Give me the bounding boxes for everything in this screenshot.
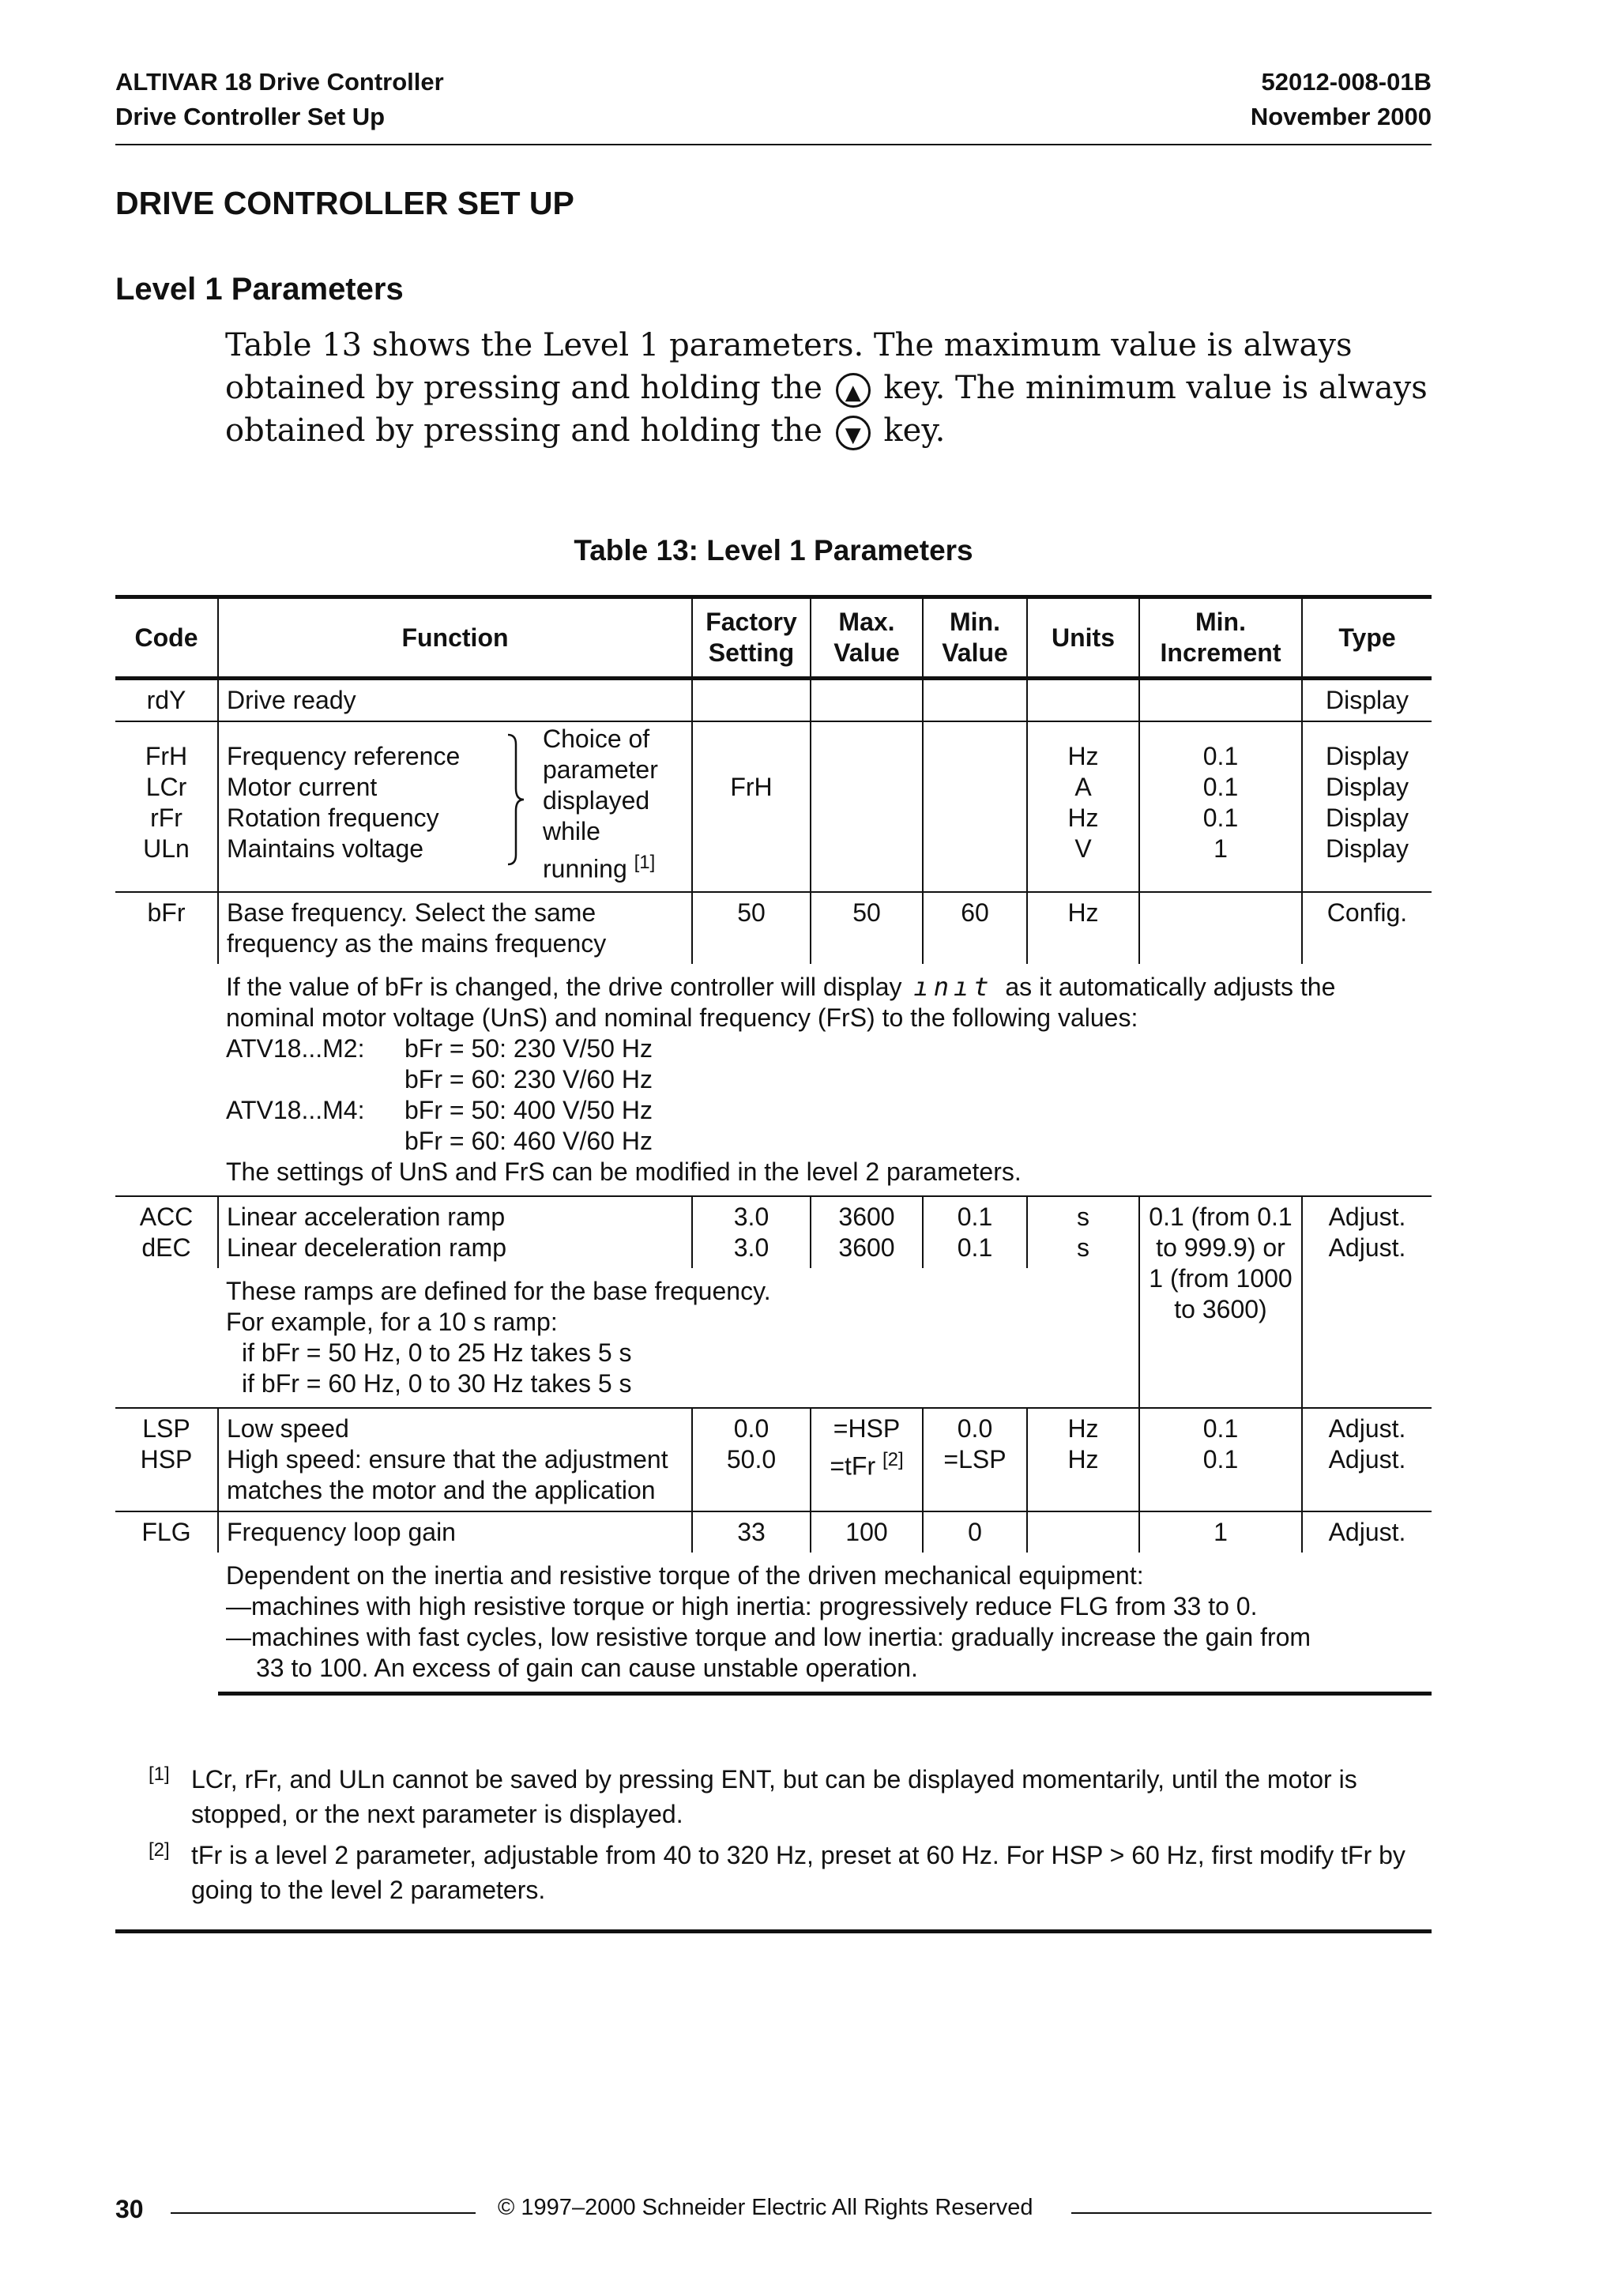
cell-factory [692, 1408, 811, 1511]
cell-type: Adjust. [1302, 1511, 1432, 1553]
unit-value: V [1074, 834, 1092, 863]
table-row-flg [115, 1511, 1432, 1553]
cell-code: rdY [146, 686, 186, 714]
cell-codes [115, 1408, 218, 1511]
function-item: Low speed [227, 1414, 349, 1443]
cell-functions [218, 721, 692, 892]
cell-max [811, 1196, 923, 1268]
col-header-function: Function [218, 597, 692, 679]
table-row-display-group [115, 721, 1432, 892]
cell-codes [115, 721, 218, 892]
unit-value: Hz [1067, 1414, 1099, 1443]
intro-text-1: Table 13 shows the Level 1 parameters. The maximum value is always obtained by pressing and holding the [225, 327, 1353, 406]
unit-value: A [1074, 773, 1092, 801]
cell-min [923, 1408, 1027, 1511]
header-doc-number: 52012-008-01B [1261, 68, 1432, 96]
type-value: Display [1326, 834, 1409, 863]
unit-value: Hz [1067, 1445, 1099, 1474]
increment-line: to 3600) [1174, 1295, 1267, 1323]
note-line: if bFr = 60 Hz, 0 to 30 Hz takes 5 s [242, 1369, 632, 1398]
unit-value: s [1077, 1233, 1089, 1262]
table-caption: Table 13: Level 1 Parameters [574, 534, 973, 566]
choice-note [543, 724, 658, 885]
intro-paragraph [225, 324, 1442, 452]
init-display-readout: ınıt [913, 972, 994, 1002]
function-item: Linear acceleration ramp [227, 1203, 506, 1231]
subsection-title: Level 1 Parameters [115, 272, 404, 307]
max-value: 3600 [838, 1203, 895, 1231]
cell-max [811, 1408, 923, 1511]
cell-max: 100 [811, 1511, 923, 1553]
cell-units: Hz [1027, 892, 1139, 964]
running-header-right [1251, 65, 1432, 134]
cell-increment: 1 [1139, 1511, 1302, 1553]
unit-value: s [1077, 1203, 1089, 1231]
cell-min: 60 [923, 892, 1027, 964]
footer-rule-right [1071, 2212, 1432, 2214]
increment-value: 0.1 [1202, 742, 1239, 770]
cell-min: 0 [923, 1511, 1027, 1553]
cell-units [1027, 721, 1139, 892]
header-subtitle: Drive Controller Set Up [115, 103, 386, 130]
col-header-increment: Min. Increment [1139, 597, 1302, 679]
cell-min [923, 1196, 1027, 1268]
increment-value: 0.1 [1202, 773, 1239, 801]
note-line: —machines with high resistive torque or high inertia: progressively reduce FLG from 33 to 0. [226, 1592, 1258, 1620]
factory-value: 3.0 [733, 1233, 769, 1262]
cell-units [1027, 1196, 1139, 1268]
flg-note [218, 1553, 1432, 1694]
header-divider [115, 144, 1432, 145]
increment-line: to 999.9) or [1156, 1233, 1285, 1262]
code-rfr: rFr [150, 804, 182, 832]
footnote-ref: [2] [882, 1449, 904, 1470]
code-dec: dEC [141, 1233, 191, 1262]
col-header-min: Min. Value [923, 597, 1027, 679]
cell-function: Frequency loop gain [218, 1511, 692, 1553]
down-arrow-key-icon: ▼ [836, 416, 871, 450]
unit-value: Hz [1067, 742, 1099, 770]
code-lcr: LCr [145, 773, 187, 801]
m2-values [226, 1033, 1424, 1095]
m2-line: bFr = 50: 230 V/50 Hz [404, 1034, 653, 1063]
increment-value: 0.1 [1202, 1445, 1239, 1474]
intro-text-3: key. [883, 412, 946, 449]
table-row-ramps [115, 1196, 1432, 1268]
m4-lines [404, 1095, 653, 1157]
cell-increment [1139, 1408, 1302, 1511]
cell-code: FLG [115, 1511, 218, 1694]
cell-max: 50 [811, 892, 923, 964]
type-value: Adjust. [1328, 1233, 1406, 1262]
note-line: These ramps are defined for the base frequency. [226, 1277, 771, 1305]
col-header-units: Units [1027, 597, 1139, 679]
choice-line: Choice of [543, 725, 650, 753]
table-header-row [115, 597, 1432, 679]
min-value: =LSP [943, 1445, 1007, 1474]
header-date: November 2000 [1250, 103, 1432, 130]
cell-factory: 50 [692, 892, 811, 964]
choice-line: while [543, 817, 600, 845]
factory-value: 3.0 [733, 1203, 769, 1231]
m2-line: bFr = 60: 230 V/60 Hz [404, 1065, 653, 1093]
col-header-code: Code [134, 623, 198, 652]
table-row-speed [115, 1408, 1432, 1511]
level1-parameters-table [115, 595, 1432, 1696]
table-row-bfr [115, 892, 1432, 964]
min-value: 0.1 [957, 1203, 993, 1231]
footnote-ref: [1] [634, 852, 656, 873]
m4-values [226, 1095, 1424, 1157]
increment-line: 0.1 (from 0.1 [1149, 1203, 1293, 1231]
cell-function: Base frequency. Select the same frequency as the mains frequency [218, 892, 692, 964]
cell-type [1302, 721, 1432, 892]
note-line: —machines with fast cycles, low resistive torque and low inertia: gradually increase the gain from [226, 1623, 1311, 1651]
note-line: if bFr = 50 Hz, 0 to 25 Hz takes 5 s [242, 1338, 632, 1367]
factory-value: 0.0 [733, 1414, 769, 1443]
footer-rule-left [171, 2212, 476, 2214]
type-value: Display [1326, 742, 1409, 770]
m2-label: ATV18...M2: [226, 1034, 365, 1063]
table-row-bfr-note [115, 964, 1432, 1196]
cell-factory: FrH [692, 721, 811, 892]
max-value: =tFr [830, 1451, 876, 1481]
page-number: 30 [115, 2195, 144, 2223]
ramps-note [218, 1268, 1139, 1408]
cell-factory: 33 [692, 1511, 811, 1553]
choice-line: parameter [543, 755, 658, 784]
cell-increment [1139, 721, 1302, 892]
footnote-text: tFr is a level 2 parameter, adjustable from 40 to 320 Hz, preset at 60 Hz. For HSP > 60 Hz, first modify tFr by going to the level 2 parameters. [191, 1841, 1405, 1904]
type-value: Adjust. [1328, 1445, 1406, 1474]
code-frh: FrH [145, 742, 188, 770]
min-value: 0.0 [957, 1414, 993, 1443]
function-item: Frequency reference [227, 742, 461, 770]
cell-functions [218, 1196, 692, 1268]
copyright-notice: © 1997–2000 Schneider Electric All Rights Reserved [498, 2195, 1033, 2220]
cell-factory [692, 1196, 811, 1268]
max-value: =HSP [833, 1414, 901, 1443]
col-header-factory: Factory Setting [692, 597, 811, 679]
note-line: Dependent on the inertia and resistive torque of the driven mechanical equipment: [226, 1561, 1144, 1590]
note-text: If the value of bFr is changed, the drive controller will display [226, 973, 902, 1001]
increment-value: 0.1 [1202, 1414, 1239, 1443]
footnote-1 [115, 1762, 1432, 1831]
cell-code: bFr [115, 892, 218, 1196]
increment-value: 0.1 [1202, 804, 1239, 832]
function-item: High speed: ensure that the adjustment matches the motor and the application [227, 1445, 668, 1504]
cell-functions [218, 1408, 692, 1511]
intro-text-2: key. The minimum value is always obtained by pressing and holding the [225, 370, 1428, 449]
running-header-left [115, 65, 444, 134]
cell-codes [115, 1196, 218, 1408]
bfr-note [218, 964, 1432, 1196]
bfr-note-intro [226, 972, 1424, 1033]
type-value: Display [1326, 773, 1409, 801]
col-header-max: Max. Value [811, 597, 923, 679]
choice-line: displayed [543, 786, 650, 815]
footnote-divider [115, 1929, 1432, 1933]
function-item: Motor current [227, 773, 378, 801]
cell-function: Drive ready [218, 679, 692, 722]
footnote-2 [115, 1838, 1432, 1907]
function-item: Linear deceleration ramp [227, 1233, 506, 1262]
note-line: For example, for a 10 s ramp: [226, 1308, 558, 1336]
code-lsp: LSP [142, 1414, 190, 1443]
min-value: 0.1 [957, 1233, 993, 1262]
note-line: 33 to 100. An excess of gain can cause unstable operation. [256, 1654, 918, 1682]
m4-line: bFr = 60: 460 V/60 Hz [404, 1127, 653, 1155]
cell-increment [1139, 1196, 1302, 1408]
code-hsp: HSP [140, 1445, 193, 1474]
table-row-flg-note [115, 1553, 1432, 1694]
table-footnotes [115, 1762, 1432, 1914]
unit-value: Hz [1067, 804, 1099, 832]
function-item: Maintains voltage [227, 834, 424, 863]
up-arrow-key-icon: ▲ [836, 373, 871, 408]
m4-label: ATV18...M4: [226, 1096, 365, 1124]
increment-line: 1 (from 1000 [1149, 1264, 1293, 1293]
function-item: Rotation frequency [227, 804, 439, 832]
cell-type [1302, 1196, 1432, 1408]
cell-units [1027, 1408, 1139, 1511]
col-header-type: Type [1302, 597, 1432, 679]
m2-lines [404, 1033, 653, 1095]
header-title: ALTIVAR 18 Drive Controller [115, 68, 444, 96]
max-value-with-note [819, 1444, 914, 1482]
cell-type [1302, 1408, 1432, 1511]
increment-value: 1 [1214, 834, 1228, 863]
section-title: DRIVE CONTROLLER SET UP [115, 185, 574, 221]
cell-type: Config. [1302, 892, 1432, 964]
footnote-mark: [1] [149, 1763, 170, 1785]
code-acc: ACC [139, 1203, 194, 1231]
bfr-note-end: The settings of UnS and FrS can be modified in the level 2 parameters. [226, 1157, 1022, 1186]
table-row-rdy [115, 679, 1432, 722]
footnote-mark: [2] [149, 1839, 170, 1861]
cell-type: Display [1302, 679, 1432, 722]
type-value: Adjust. [1328, 1414, 1406, 1443]
type-value: Display [1326, 804, 1409, 832]
factory-value: 50.0 [726, 1445, 777, 1474]
max-value: 3600 [838, 1233, 895, 1262]
type-value: Adjust. [1328, 1203, 1406, 1231]
m4-line: bFr = 50: 400 V/50 Hz [404, 1096, 653, 1124]
note-text: as it automatically adjusts the nominal motor voltage (UnS) and nominal frequency (FrS) to the following values: [226, 973, 1336, 1032]
footnote-text: LCr, rFr, and ULn cannot be saved by pressing ENT, but can be displayed momentarily, until the motor is stopped, or the next parameter is displayed. [191, 1765, 1357, 1828]
choice-line [543, 847, 658, 885]
right-brace-icon [506, 733, 525, 866]
choice-line-text: running [543, 854, 627, 883]
code-uln: ULn [143, 834, 190, 863]
